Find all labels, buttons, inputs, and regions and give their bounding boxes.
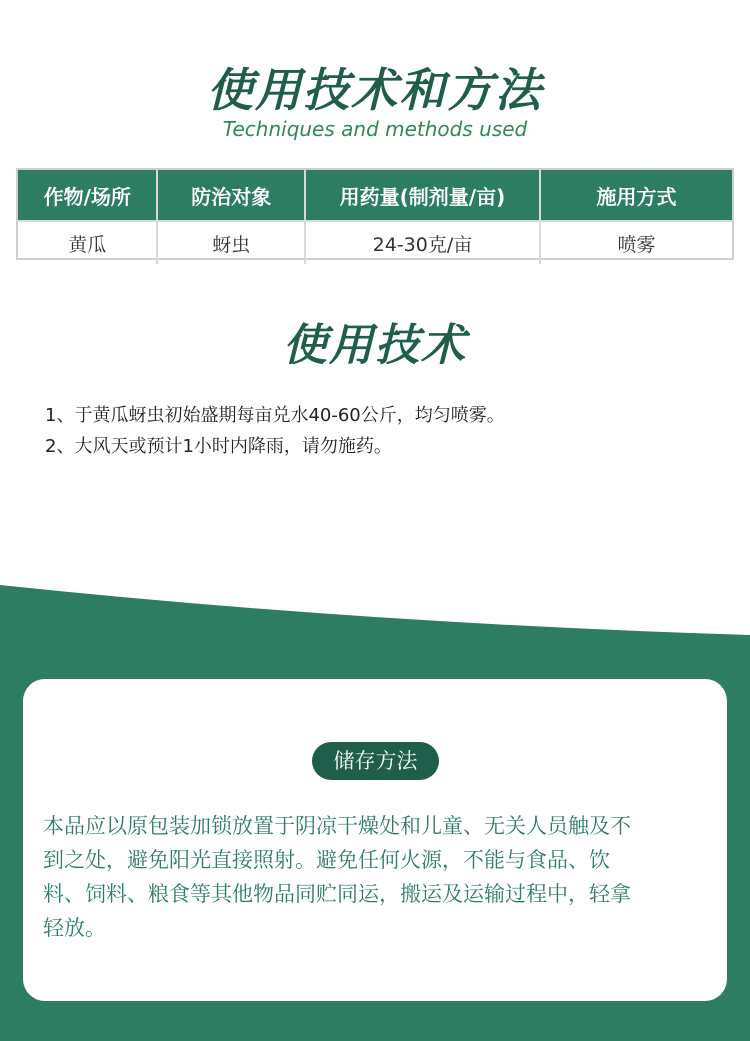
cell-method: 喷雾 xyxy=(617,233,656,256)
storage-line: 轻放。 xyxy=(43,916,106,940)
usage-table xyxy=(16,168,734,260)
list-item: 1、于黄瓜蚜虫初始盛期每亩兑水40-60公斤，均匀喷雾。 xyxy=(45,405,505,426)
storage-label-badge: 储存方法 xyxy=(312,742,439,780)
cell-target: 蚜虫 xyxy=(157,221,304,264)
usage-section-title: 使用技术 xyxy=(283,320,467,371)
storage-line: 到之处，避免阳光直接照射。避免任何火源，不能与食品、饮 xyxy=(43,848,610,872)
cell-crop: 黄瓜 xyxy=(18,221,157,264)
page-title: 使用技术和方法 xyxy=(207,63,543,117)
cell-dosage: 24-30克/亩 xyxy=(305,221,540,264)
usage-instructions xyxy=(45,400,725,462)
column-header-target: 防治对象 xyxy=(157,170,304,221)
column-header-dosage: 用药量(制剂量/亩) xyxy=(305,170,540,221)
column-header-crop: 作物/场所 xyxy=(18,170,157,221)
list-item: 2、大风天或预计1小时内降雨，请勿施药。 xyxy=(45,436,392,457)
table-header-row xyxy=(18,170,732,221)
table-row xyxy=(18,221,732,264)
storage-line: 料、饲料、粮食等其他物品同贮同运，搬运及运输过程中，轻拿 xyxy=(43,882,631,906)
column-header-method: 施用方式 xyxy=(540,170,732,221)
storage-instructions xyxy=(43,809,723,945)
page-subtitle: Techniques and methods used xyxy=(222,117,528,141)
usage-table-grid xyxy=(18,170,732,264)
storage-line: 本品应以原包装加锁放置于阴凉干燥处和儿童、无关人员触及不 xyxy=(43,814,631,838)
